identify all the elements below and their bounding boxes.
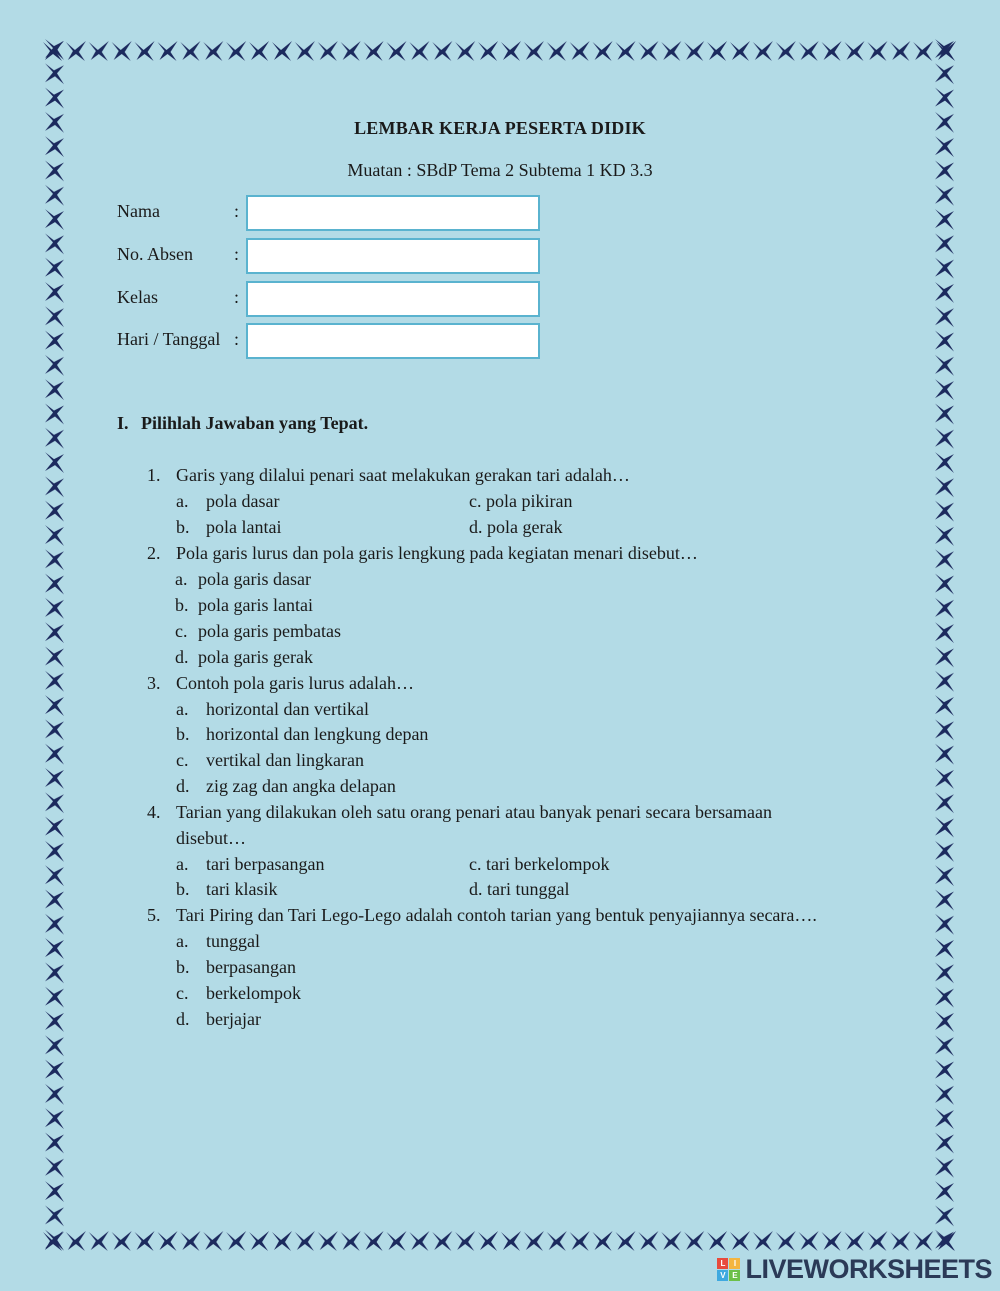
option-1c[interactable] (469, 488, 572, 514)
question-number: 2. (147, 543, 161, 563)
option-3b[interactable] (176, 721, 428, 747)
option-text: tunggal (206, 931, 260, 951)
bird-border-icon (932, 38, 958, 1254)
liveworksheets-watermark[interactable] (717, 1254, 992, 1285)
question-text: Garis yang dilalui penari saat melakukan gerakan tari adalah… (176, 465, 630, 485)
question-text: Pola garis lurus dan pola garis lengkung pada kegiatan menari disebut… (176, 543, 698, 563)
option-3c[interactable] (176, 747, 364, 773)
bird-border-icon (42, 1228, 958, 1254)
question-number: 3. (147, 673, 161, 693)
option-letter: b. (176, 957, 190, 977)
option-letter: b. (176, 724, 190, 744)
option-4a[interactable] (176, 851, 324, 877)
option-text: pola dasar (206, 491, 280, 511)
page-border-right (932, 38, 958, 1254)
liveworksheets-text: LIVEWORKSHEETS (745, 1254, 992, 1284)
kelas-input[interactable] (246, 281, 540, 317)
question-4-continued: disebut… (176, 828, 246, 848)
option-1b[interactable] (176, 514, 281, 540)
option-text: zig zag dan angka delapan (206, 776, 396, 796)
option-2d[interactable] (175, 644, 313, 670)
question-text: Contoh pola garis lurus adalah… (176, 673, 414, 693)
option-4c[interactable] (469, 851, 609, 877)
field-colon: : (234, 287, 240, 307)
option-text: pola garis dasar (198, 569, 311, 589)
option-2c[interactable] (175, 618, 341, 644)
option-letter: b. (176, 517, 190, 537)
option-letter: a. (176, 854, 189, 874)
field-label: Hari / Tanggal (117, 329, 221, 349)
logo-letter: E (729, 1270, 740, 1281)
option-letter: a. (175, 569, 188, 589)
option-letter: d. (175, 647, 189, 667)
option-4d[interactable] (469, 876, 569, 902)
option-letter: b. (176, 879, 190, 899)
option-text: berpasangan (206, 957, 296, 977)
page-border-left (42, 38, 68, 1254)
logo-letter: V (717, 1270, 728, 1281)
nama-input[interactable] (246, 195, 540, 231)
bird-border-icon (42, 38, 68, 1254)
option-text: pola lantai (206, 517, 282, 537)
option-letter: c. (175, 621, 188, 641)
section-heading (117, 413, 368, 434)
liveworksheets-logo-icon (717, 1258, 741, 1282)
option-letter: d. (176, 776, 190, 796)
option-1d[interactable] (469, 514, 562, 540)
option-text: horizontal dan lengkung depan (206, 724, 429, 744)
field-colon: : (234, 329, 240, 349)
option-letter: b. (175, 595, 189, 615)
option-letter: d. (469, 879, 483, 899)
option-2a[interactable] (175, 566, 311, 592)
option-text: pola garis gerak (198, 647, 313, 667)
option-text: berjajar (206, 1009, 261, 1029)
option-5b[interactable] (176, 954, 296, 980)
option-5c[interactable] (176, 980, 301, 1006)
option-text: tari klasik (206, 879, 278, 899)
field-label: Nama (117, 201, 160, 221)
option-text: tari tunggal (487, 879, 570, 899)
option-text: berkelompok (206, 983, 301, 1003)
question-number: 4. (147, 802, 161, 822)
page-border-top (42, 38, 958, 64)
option-text: tari berkelompok (486, 854, 610, 874)
logo-letter: L (717, 1258, 728, 1269)
bird-border-icon (42, 38, 958, 64)
question-number: 5. (147, 905, 161, 925)
worksheet-title: LEMBAR KERJA PESERTA DIDIK (354, 118, 646, 138)
option-letter: a. (176, 699, 189, 719)
field-label: No. Absen (117, 244, 193, 264)
page-border-bottom (42, 1228, 958, 1254)
option-5d[interactable] (176, 1006, 261, 1032)
option-letter: a. (176, 931, 189, 951)
option-text: tari berpasangan (206, 854, 325, 874)
option-3d[interactable] (176, 773, 396, 799)
option-letter: a. (176, 491, 189, 511)
option-1a[interactable] (176, 488, 279, 514)
option-text: pola garis lantai (198, 595, 313, 615)
option-letter: c. (176, 983, 189, 1003)
option-text: pola pikiran (486, 491, 573, 511)
option-text: pola garis pembatas (198, 621, 341, 641)
question-text: Tarian yang dilakukan oleh satu orang penari atau banyak penari secara bersamaan (176, 802, 772, 822)
worksheet-subtitle: Muatan : SBdP Tema 2 Subtema 1 KD 3.3 (347, 160, 653, 180)
field-label: Kelas (117, 287, 158, 307)
field-colon: : (234, 244, 240, 264)
option-text: pola gerak (487, 517, 563, 537)
option-letter: d. (469, 517, 483, 537)
option-letter: d. (176, 1009, 190, 1029)
field-colon: : (234, 201, 240, 221)
option-3a[interactable] (176, 696, 369, 722)
option-text: vertikal dan lingkaran (206, 750, 364, 770)
option-2b[interactable] (175, 592, 313, 618)
logo-letter: I (729, 1258, 740, 1269)
option-letter: c. (176, 750, 189, 770)
option-5a[interactable] (176, 928, 260, 954)
question-text: Tari Piring dan Tari Lego-Lego adalah contoh tarian yang bentuk penyajiannya secara…. (176, 905, 817, 925)
option-letter: c. (469, 854, 482, 874)
section-title: Pilihlah Jawaban yang Tepat. (141, 413, 369, 433)
no-absen-input[interactable] (246, 238, 540, 274)
question-number: 1. (147, 465, 161, 485)
option-letter: c. (469, 491, 482, 511)
option-text: horizontal dan vertikal (206, 699, 369, 719)
option-4b[interactable] (176, 876, 277, 902)
section-number: I. (117, 413, 129, 433)
hari-tanggal-input[interactable] (246, 323, 540, 359)
